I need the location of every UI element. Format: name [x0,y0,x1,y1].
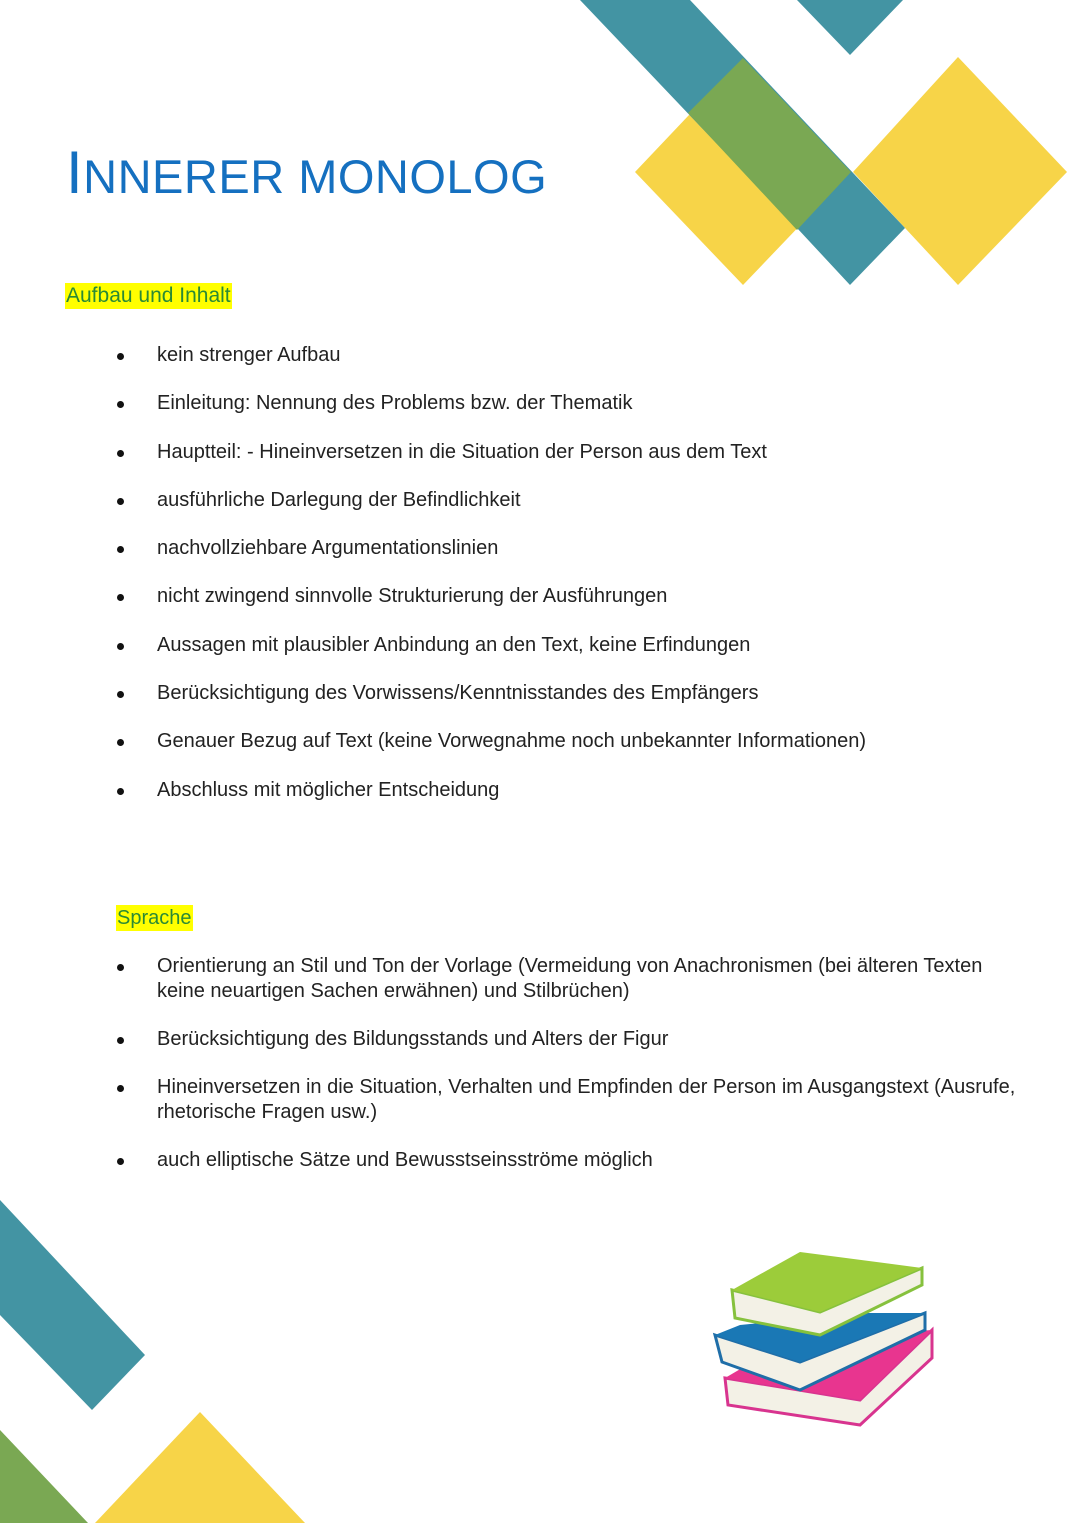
list-item: Hauptteil: - Hineinversetzen in die Situation der Person aus dem Text [117,440,1017,465]
yellow-diamond-right [853,57,1067,285]
aufbau-list [117,343,1017,826]
list-item: Orientierung an Stil und Ton der Vorlage (Vermeidung von Anachronismen (bei älteren Texten keine neuartigen Sachen erwähnen) und Stilbrüchen) [117,954,1017,1004]
list-item: Aussagen mit plausibler Anbindung an den Text, keine Erfindungen [117,633,1017,658]
title-rest: NNERER MONOLOG [83,150,548,203]
green-triangle [0,1430,88,1523]
list-item: auch elliptische Sätze und Bewusstseinsströme möglich [117,1148,1017,1173]
list-item: Berücksichtigung des Bildungsstands und Alters der Figur [117,1027,1017,1052]
teal-band-bottom [0,1200,145,1410]
teal-triangle-top [797,0,903,55]
title-initial: I [66,139,84,206]
list-item: Berücksichtigung des Vorwissens/Kenntnisstandes des Empfängers [117,681,1017,706]
books-stack-illustration [715,1252,932,1425]
top-right-shapes [580,0,1067,285]
list-item: Abschluss mit möglicher Entscheidung [117,778,1017,803]
list-item: nicht zwingend sinnvolle Strukturierung der Ausführungen [117,584,1017,609]
sprache-list [117,954,1017,1196]
list-item: Genauer Bezug auf Text (keine Vorwegnahme noch unbekannter Informationen) [117,729,1017,754]
list-item: nachvollziehbare Argumentationslinien [117,536,1017,561]
page-title [66,138,547,207]
list-item: kein strenger Aufbau [117,343,1017,368]
bottom-left-shapes [0,1200,305,1523]
yellow-triangle [95,1412,305,1523]
list-item: Einleitung: Nennung des Problems bzw. der Thematik [117,391,1017,416]
section-heading-aufbau: Aufbau und Inhalt [66,284,231,307]
list-item: Hineinversetzen in die Situation, Verhalten und Empfinden der Person im Ausgangstext (Ausrufe, rhetorische Fragen usw.) [117,1075,1017,1125]
list-item: ausführliche Darlegung der Befindlichkeit [117,488,1017,513]
section-heading-sprache: Sprache [117,907,192,929]
